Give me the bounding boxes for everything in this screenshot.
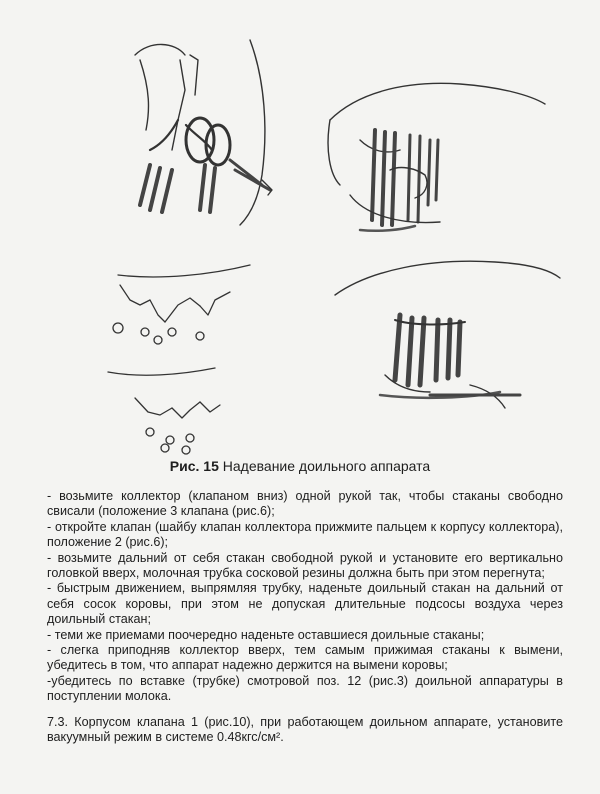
illustration-collector-detail: [108, 368, 220, 454]
instruction-item: - слегка приподняв коллектор вверх, тем самым прижимая стаканы к вымени, убедитесь в том, что аппарат надежно держится на вымени коровы;: [47, 643, 563, 673]
instruction-item: -убедитесь по вставке (трубке) смотровой поз. 12 (рис.3) доильной аппаратуры в поступлении молока.: [47, 673, 563, 704]
instruction-item: - возьмите коллектор (клапаном вниз) одной рукой так, чтобы стаканы свободно свисали (положение 3 клапана (рис.6);: [47, 489, 563, 519]
instruction-item: - откройте клапан (шайбу клапан коллектора прижмите пальцем к корпусу коллектора), положение 2 (рис.6);: [47, 519, 563, 550]
figure-caption: [0, 457, 600, 475]
illustration-collector-cups: [135, 40, 272, 225]
illustration-attaching-cup: [328, 83, 545, 230]
illustration-udder-cups: [335, 261, 560, 408]
instructions-block: [47, 489, 563, 746]
paragraph-gap: [47, 705, 563, 715]
figure-title: Надевание доильного аппарата: [222, 458, 431, 474]
section-paragraph: 7.3. Корпусом клапана 1 (рис.10), при работающем доильном аппарате, установите вакуумный режим в системе 0.48кгс/см².: [47, 714, 563, 745]
instruction-item: - возьмите дальний от себя стакан свободной рукой и установите его вертикально головкой вверх, молочная трубка сосковой резины должна быть при этом перегнута;: [47, 550, 563, 581]
instruction-item: - быстрым движением, выпрямляя трубку, наденьте доильный стакан на дальний от себя сосок коровы, при этом не допуская длительные подсосы воздуха через доильный стакан;: [47, 581, 563, 627]
figure-number: Рис. 15: [169, 458, 219, 474]
illustration-valve-positions: [113, 265, 250, 344]
instruction-item: - теми же приемами поочередно наденьте оставшиеся доильные стаканы;: [47, 627, 485, 642]
